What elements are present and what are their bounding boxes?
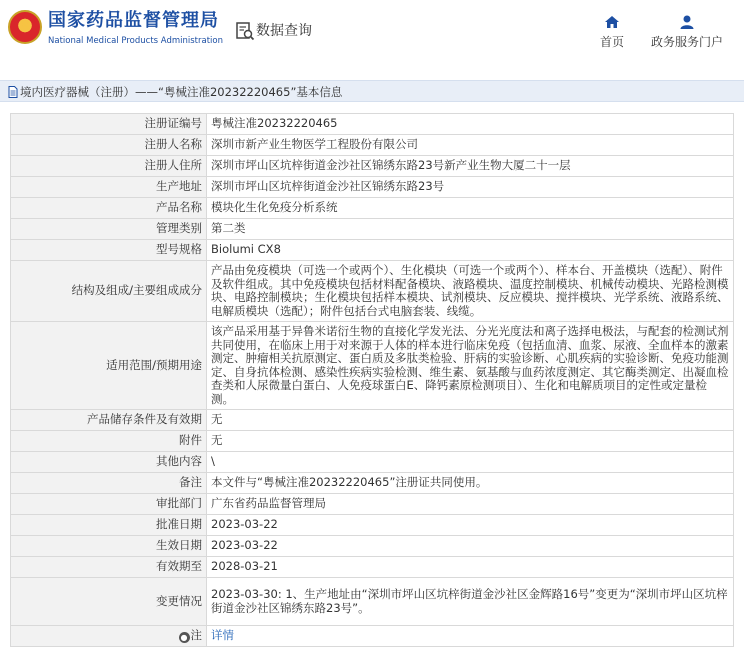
field-label: 附件	[11, 431, 207, 452]
field-label: 变更情况	[11, 578, 207, 626]
field-value: 无	[207, 410, 734, 431]
breadcrumb	[8, 84, 342, 100]
field-value: 2023-03-22	[207, 515, 734, 536]
field-value: 第二类	[207, 219, 734, 240]
field-value: 深圳市新产业生物医学工程股份有限公司	[207, 135, 734, 156]
field-value: 模块化生化免疫分析系统	[207, 198, 734, 219]
table-row	[11, 261, 734, 322]
table-row	[11, 578, 734, 626]
field-value: 2028-03-21	[207, 557, 734, 578]
field-label: 结构及组成/主要组成成分	[11, 261, 207, 322]
table-row	[11, 626, 734, 647]
field-label: 批准日期	[11, 515, 207, 536]
field-value: 2023-03-22	[207, 536, 734, 557]
table-row	[11, 494, 734, 515]
field-value: 无	[207, 431, 734, 452]
field-value: 广东省药品监督管理局	[207, 494, 734, 515]
details-link[interactable]: 详情	[211, 628, 234, 643]
field-label: 产品名称	[11, 198, 207, 219]
field-label: 注册人住所	[11, 156, 207, 177]
field-label: 其他内容	[11, 452, 207, 473]
table-row	[11, 515, 734, 536]
table-row	[11, 452, 734, 473]
field-label: 注册证编号	[11, 114, 207, 135]
field-value: Biolumi CX8	[207, 240, 734, 261]
document-icon	[8, 86, 18, 98]
site-header	[0, 0, 744, 68]
field-label: 备注	[11, 473, 207, 494]
note-label: 注	[190, 628, 202, 642]
nav-home-label: 首页	[599, 35, 624, 49]
site-title[interactable]: 国家药品监督管理局	[48, 10, 219, 31]
field-label: 管理类别	[11, 219, 207, 240]
home-icon	[604, 14, 620, 30]
breadcrumb-bar	[0, 80, 744, 102]
field-label: 产品储存条件及有效期	[11, 410, 207, 431]
field-label: 有效期至	[11, 557, 207, 578]
field-label: 生产地址	[11, 177, 207, 198]
nmpa-emblem-icon[interactable]: ★	[8, 10, 42, 44]
nav-gov-service-label: 政务服务门户	[650, 35, 723, 49]
table-row	[11, 431, 734, 452]
table-row	[11, 557, 734, 578]
field-label: 型号规格	[11, 240, 207, 261]
data-query-icon[interactable]	[235, 21, 255, 41]
table-row	[11, 240, 734, 261]
user-icon	[679, 14, 695, 30]
field-label: 生效日期	[11, 536, 207, 557]
field-value: \	[207, 452, 734, 473]
table-row	[11, 135, 734, 156]
table-row	[11, 198, 734, 219]
field-label: 审批部门	[11, 494, 207, 515]
table-row	[11, 177, 734, 198]
field-value: 粤械注准20232220465	[207, 114, 734, 135]
table-row	[11, 322, 734, 410]
table-row	[11, 536, 734, 557]
table-row	[11, 156, 734, 177]
breadcrumb-text: 境内医疗器械（注册）——“粤械注准20232220465”基本信息	[20, 85, 343, 99]
site-subtitle: National Medical Products Administration	[48, 36, 223, 46]
field-value: 该产品采用基于异鲁米诺衍生物的直接化学发光法、分光光度法和离子选择电极法，与配套的检测试剂共同使用，在临床上用于对来源于人体的样本进行临床免疫（包括血清、血浆、尿液、全血样本的激素测定、肿瘤相关抗原测定、蛋白质及多肽类检验、肝病的实验诊断、心肌疾病的实验诊断、免疫功能测定、自身抗体检测、感染性疾病实验检测、维生素、氨基酸与血药浓度测定、其它酶类测定、出凝血检查类和人尿微量白蛋白、人免疫球蛋白E、降钙素原检测项目）、生化和电解质项目的定性或定量检测。	[207, 322, 734, 410]
note-value-cell	[207, 626, 734, 647]
field-value: 产品由免疫模块（可选一个或两个）、生化模块（可选一个或两个）、样本台、开盖模块（选配）、附件及软件组成。其中免疫模块包括材料配备模块、液路模块、温度控制模块、机械传动模块、光路检测模块、电路控制模块；生化模块包括样本模块、试剂模块、反应模块、搅拌模块、光学系统、液路系统、电解质模块（选配）；附件包括台式电脑套装、线缆。	[207, 261, 734, 322]
info-icon: ●	[179, 632, 190, 643]
note-label-cell	[11, 626, 207, 647]
nav-home[interactable]	[598, 14, 626, 49]
field-value: 本文件与“粤械注准20232220465”注册证共同使用。	[207, 473, 734, 494]
field-value: 深圳市坪山区坑梓街道金沙社区锦绣东路23号新产业生物大厦二十一层	[207, 156, 734, 177]
table-row	[11, 219, 734, 240]
field-value: 2023-03-30: 1、生产地址由“深圳市坪山区坑梓街道金沙社区金辉路16号”变更为“深圳市坪山区坑梓街道金沙社区锦绣东路23号”。	[207, 578, 734, 626]
table-row	[11, 114, 734, 135]
field-label: 适用范围/预期用途	[11, 322, 207, 410]
table-row	[11, 473, 734, 494]
field-value: 深圳市坪山区坑梓街道金沙社区锦绣东路23号	[207, 177, 734, 198]
table-row	[11, 410, 734, 431]
registration-info-table	[10, 113, 734, 647]
field-label: 注册人名称	[11, 135, 207, 156]
data-query-label[interactable]: 数据查询	[256, 23, 312, 39]
nav-gov-service-portal[interactable]	[650, 14, 724, 49]
